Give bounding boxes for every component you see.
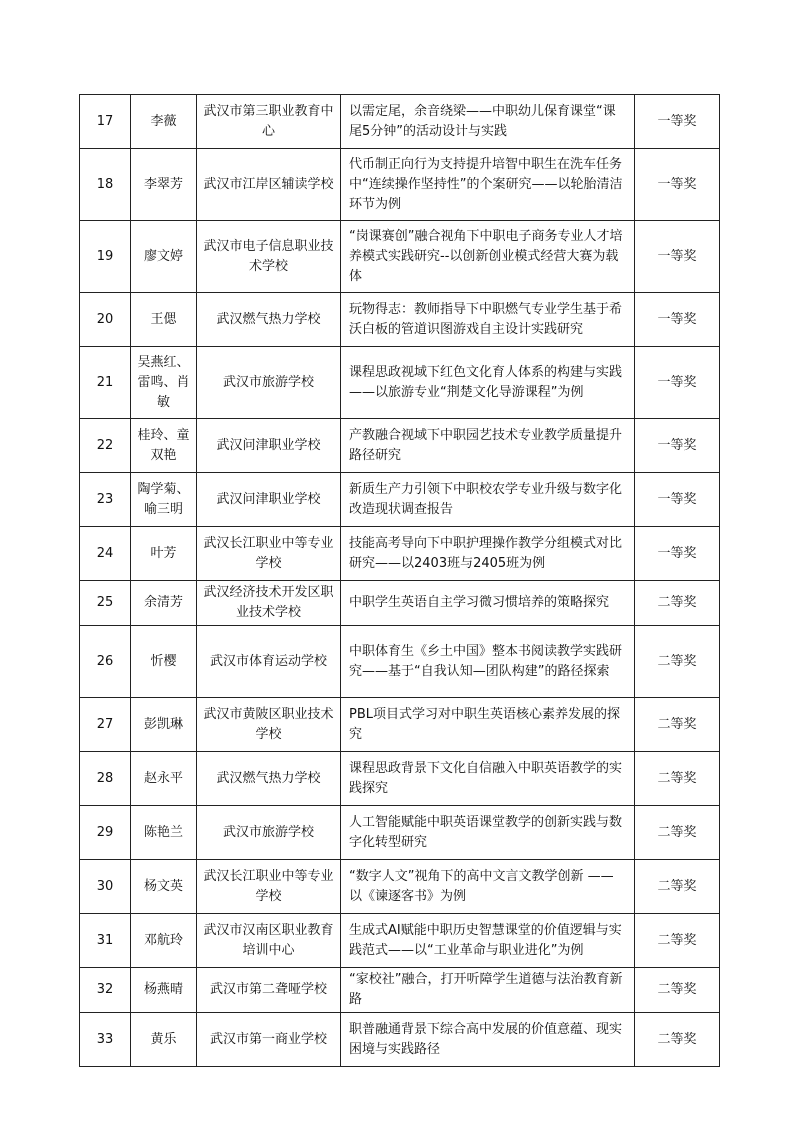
row-number-cell: 23 (80, 473, 131, 527)
award-list-table (79, 94, 720, 1067)
award-level-cell: 二等奖 (635, 860, 720, 914)
award-level-cell: 一等奖 (635, 473, 720, 527)
table-row (80, 806, 720, 860)
row-number-cell: 29 (80, 806, 131, 860)
award-list-table-container (79, 94, 719, 1067)
table-row (80, 860, 720, 914)
paper-title-cell: 课程思政视域下红色文化育人体系的构建与实践——以旅游专业“荆楚文化导游课程”为例 (341, 347, 635, 419)
row-number-cell: 20 (80, 293, 131, 347)
paper-title-cell: 课程思政背景下文化自信融入中职英语教学的实践探究 (341, 752, 635, 806)
row-number-cell: 32 (80, 968, 131, 1013)
paper-title-cell: “数字人文”视角下的高中文言文教学创新 —— 以《谏逐客书》为例 (341, 860, 635, 914)
school-name-cell: 武汉市汉南区职业教育培训中心 (197, 914, 341, 968)
author-name-cell: 李翠芳 (131, 149, 197, 221)
author-name-cell: 赵永平 (131, 752, 197, 806)
paper-title-cell: PBL项目式学习对中职生英语核心素养发展的探究 (341, 698, 635, 752)
paper-title-cell: 玩物得志：教师指导下中职燃气专业学生基于希沃白板的管道识图游戏自主设计实践研究 (341, 293, 635, 347)
table-row (80, 293, 720, 347)
table-row (80, 149, 720, 221)
row-number-cell: 25 (80, 581, 131, 626)
author-name-cell: 王偲 (131, 293, 197, 347)
school-name-cell: 武汉燃气热力学校 (197, 293, 341, 347)
author-name-cell: 桂玲、童双艳 (131, 419, 197, 473)
school-name-cell: 武汉燃气热力学校 (197, 752, 341, 806)
paper-title-cell: 技能高考导向下中职护理操作教学分组模式对比研究——以2403班与2405班为例 (341, 527, 635, 581)
school-name-cell: 武汉问津职业学校 (197, 473, 341, 527)
award-level-cell: 二等奖 (635, 752, 720, 806)
award-level-cell: 二等奖 (635, 914, 720, 968)
table-row (80, 1013, 720, 1067)
award-level-cell: 一等奖 (635, 527, 720, 581)
row-number-cell: 24 (80, 527, 131, 581)
table-row (80, 347, 720, 419)
table-row (80, 473, 720, 527)
row-number-cell: 21 (80, 347, 131, 419)
author-name-cell: 忻樱 (131, 626, 197, 698)
school-name-cell: 武汉市黄陂区职业技术学校 (197, 698, 341, 752)
row-number-cell: 33 (80, 1013, 131, 1067)
paper-title-cell: 新质生产力引领下中职校农学专业升级与数字化改造现状调查报告 (341, 473, 635, 527)
school-name-cell: 武汉市旅游学校 (197, 806, 341, 860)
row-number-cell: 28 (80, 752, 131, 806)
author-name-cell: 廖文婷 (131, 221, 197, 293)
award-list-body (80, 95, 720, 1067)
author-name-cell: 杨文英 (131, 860, 197, 914)
school-name-cell: 武汉市旅游学校 (197, 347, 341, 419)
award-level-cell: 二等奖 (635, 1013, 720, 1067)
row-number-cell: 30 (80, 860, 131, 914)
school-name-cell: 武汉长江职业中等专业学校 (197, 527, 341, 581)
award-level-cell: 二等奖 (635, 968, 720, 1013)
school-name-cell: 武汉市电子信息职业技术学校 (197, 221, 341, 293)
table-row (80, 221, 720, 293)
award-level-cell: 二等奖 (635, 626, 720, 698)
row-number-cell: 26 (80, 626, 131, 698)
table-row (80, 419, 720, 473)
award-level-cell: 一等奖 (635, 347, 720, 419)
school-name-cell: 武汉市第一商业学校 (197, 1013, 341, 1067)
award-level-cell: 一等奖 (635, 95, 720, 149)
paper-title-cell: 人工智能赋能中职英语课堂教学的创新实践与数字化转型研究 (341, 806, 635, 860)
table-row (80, 527, 720, 581)
table-row (80, 968, 720, 1013)
author-name-cell: 陶学菊、喻三明 (131, 473, 197, 527)
school-name-cell: 武汉经济技术开发区职业技术学校 (197, 581, 341, 626)
author-name-cell: 陈艳兰 (131, 806, 197, 860)
row-number-cell: 17 (80, 95, 131, 149)
paper-title-cell: 生成式AI赋能中职历史智慧课堂的价值逻辑与实践范式——以“工业革命与职业进化”为例 (341, 914, 635, 968)
paper-title-cell: 代币制正向行为支持提升培智中职生在洗车任务中“连续操作坚持性”的个案研究——以轮胎清洁环节为例 (341, 149, 635, 221)
award-level-cell: 一等奖 (635, 149, 720, 221)
paper-title-cell: 职普融通背景下综合高中发展的价值意蕴、现实困境与实践路径 (341, 1013, 635, 1067)
award-level-cell: 一等奖 (635, 221, 720, 293)
award-level-cell: 二等奖 (635, 581, 720, 626)
school-name-cell: 武汉市体育运动学校 (197, 626, 341, 698)
school-name-cell: 武汉市第三职业教育中心 (197, 95, 341, 149)
row-number-cell: 22 (80, 419, 131, 473)
author-name-cell: 黄乐 (131, 1013, 197, 1067)
paper-title-cell: “岗课赛创”融合视角下中职电子商务专业人才培养模式实践研究--以创新创业模式经营大赛为载体 (341, 221, 635, 293)
author-name-cell: 彭凯琳 (131, 698, 197, 752)
table-row (80, 95, 720, 149)
row-number-cell: 31 (80, 914, 131, 968)
paper-title-cell: 中职学生英语自主学习微习惯培养的策略探究 (341, 581, 635, 626)
author-name-cell: 吴燕红、雷鸣、肖敏 (131, 347, 197, 419)
award-level-cell: 一等奖 (635, 293, 720, 347)
table-row (80, 914, 720, 968)
school-name-cell: 武汉市江岸区辅读学校 (197, 149, 341, 221)
paper-title-cell: 以需定尾，余音绕梁——中职幼儿保育课堂“课尾5分钟”的活动设计与实践 (341, 95, 635, 149)
author-name-cell: 余清芳 (131, 581, 197, 626)
row-number-cell: 27 (80, 698, 131, 752)
table-row (80, 752, 720, 806)
award-level-cell: 一等奖 (635, 419, 720, 473)
paper-title-cell: 产教融合视域下中职园艺技术专业教学质量提升路径研究 (341, 419, 635, 473)
award-level-cell: 二等奖 (635, 806, 720, 860)
award-level-cell: 二等奖 (635, 698, 720, 752)
school-name-cell: 武汉市第二聋哑学校 (197, 968, 341, 1013)
row-number-cell: 18 (80, 149, 131, 221)
school-name-cell: 武汉长江职业中等专业学校 (197, 860, 341, 914)
author-name-cell: 邓航玲 (131, 914, 197, 968)
paper-title-cell: 中职体育生《乡土中国》整本书阅读教学实践研究——基于“自我认知—团队构建”的路径探索 (341, 626, 635, 698)
table-row (80, 698, 720, 752)
table-row (80, 626, 720, 698)
author-name-cell: 李薇 (131, 95, 197, 149)
row-number-cell: 19 (80, 221, 131, 293)
paper-title-cell: “家校社”融合，打开听障学生道德与法治教育新路 (341, 968, 635, 1013)
table-row (80, 581, 720, 626)
author-name-cell: 叶芳 (131, 527, 197, 581)
author-name-cell: 杨燕晴 (131, 968, 197, 1013)
school-name-cell: 武汉问津职业学校 (197, 419, 341, 473)
